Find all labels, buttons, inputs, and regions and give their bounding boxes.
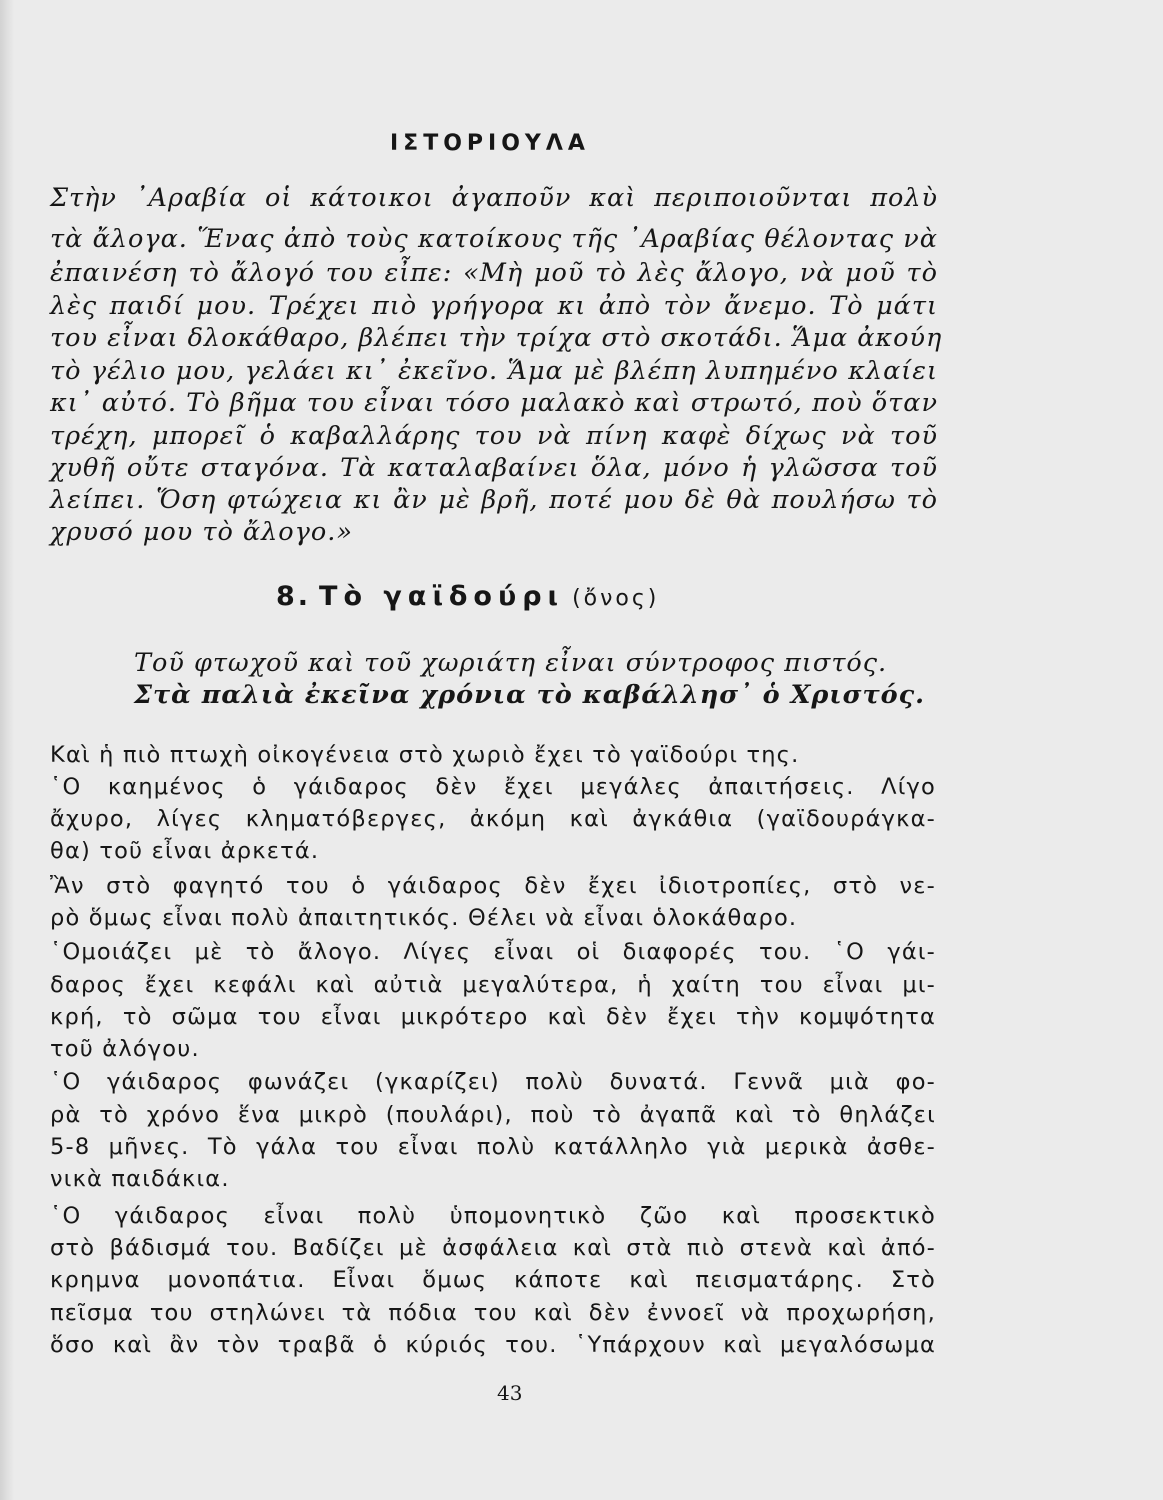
- page-number: 43: [497, 1381, 523, 1405]
- story-line: Στὴν ᾿Αραβία οἱ κάτοικοι ἀγαποῦν καὶ περιποιοῦνται πολὺ: [50, 183, 938, 213]
- chapter-number: 8.: [276, 581, 312, 612]
- body-line: στὸ βάδισμά του. Βαδίζει μὲ ἀσφάλεια καὶ στὰ πιὸ στενὰ καὶ ἀπό-: [50, 1235, 936, 1261]
- verse-line: Στὰ παλιὰ ἐκεῖνα χρόνια τὸ καβάλλησ᾿ ὁ Χριστός.: [134, 680, 926, 710]
- body-line: πεῖσμα του στηλώνει τὰ πόδια του καὶ δὲν ἐννοεῖ νὰ προχωρήση,: [50, 1300, 936, 1326]
- body-line: τοῦ ἀλόγου.: [50, 1036, 200, 1062]
- body-line: ῾Ομοιάζει μὲ τὸ ἄλογο. Λίγες εἶναι οἱ διαφορές του. ῾Ο γάι-: [50, 939, 936, 965]
- body-line: κρή, τὸ σῶμα του εἶναι μικρότερο καὶ δὲν ἔχει τὴν κομψότητα: [50, 1004, 936, 1030]
- body-line: ῾Ο γάιδαρος φωνάζει (γκαρίζει) πολὺ δυνατά. Γεννᾶ μιὰ φο-: [50, 1069, 936, 1095]
- body-line: ὅσο καὶ ἂν τὸν τραβᾶ ὁ κύριός του. ῾Υπάρχουν καὶ μεγαλόσωμα: [50, 1332, 936, 1358]
- verse-line: Τοῦ φτωχοῦ καὶ τοῦ χωριάτη εἶναι σύντροφος πιστός.: [134, 648, 888, 678]
- body-line: ρὰ τὸ χρόνο ἕνα μικρὸ (πουλάρι), ποὺ τὸ ἀγαπᾶ καὶ τὸ θηλάζει: [50, 1102, 936, 1128]
- body-line: Ἂν στὸ φαγητό του ὁ γάιδαρος δὲν ἔχει ἰδιοτροπίες, στὸ νε-: [50, 873, 936, 899]
- chapter-title: Τὸ γαϊδούρι: [319, 581, 565, 612]
- story-line: του εἶναι δλοκάθαρο, βλέπει τὴν τρίχα στὸ σκοτάδι. Ἅμα ἀκούη: [50, 323, 943, 353]
- story-line: ἐπαινέση τὸ ἄλογό του εἶπε: «Μὴ μοῦ τὸ λὲς ἄλογο, νὰ μοῦ τὸ: [50, 258, 938, 288]
- story-line: χυθῆ οὔτε σταγόνα. Τὰ καταλαβαίνει ὅλα, μόνο ἡ γλῶσσα τοῦ: [50, 453, 938, 483]
- story-line: τὰ ἄλογα. Ἕνας ἀπὸ τοὺς κατοίκους τῆς ᾿Αραβίας θέλοντας νὰ: [50, 224, 938, 254]
- book-page: [50, 0, 950, 1500]
- body-line: θα) τοῦ εἶναι ἀρκετά.: [50, 838, 320, 864]
- story-line: τρέχη, μπορεῖ ὁ καβαλλάρης του νὰ πίνη καφὲ δίχως νὰ τοῦ: [50, 421, 938, 451]
- body-line: δαρος ἔχει κεφάλι καὶ αὐτιὰ μεγαλύτερα, ἡ χαίτη του εἶναι μι-: [50, 972, 936, 998]
- story-line: λείπει. Ὅση φτώχεια κι ἂν μὲ βρῆ, ποτέ μου δὲ θὰ πουλήσω τὸ: [50, 485, 938, 515]
- body-line: ῾Ο καημένος ὁ γάιδαρος δὲν ἔχει μεγάλες ἀπαιτήσεις. Λίγο: [50, 774, 936, 800]
- body-line: ἄχυρο, λίγες κληματόβεργες, ἀκόμη καὶ ἀγκάθια (γαϊδουράγκα-: [50, 806, 936, 832]
- body-line: κρημνα μονοπάτια. Εἶναι ὅμως κάποτε καὶ πεισματάρης. Στὸ: [50, 1267, 936, 1293]
- section-title: ΙΣΤΟΡΙΟΥΛΑ: [390, 131, 590, 156]
- story-line: χρυσό μου τὸ ἄλογο.»: [50, 517, 353, 547]
- chapter-subtitle: (ὄνος): [572, 586, 660, 611]
- body-line: ῾Ο γάιδαρος εἶναι πολὺ ὑπομονητικὸ ζῶο καὶ προσεκτικὸ: [50, 1203, 936, 1229]
- body-line: 5-8 μῆνες. Τὸ γάλα του εἶναι πολὺ κατάλληλο γιὰ μερικὰ ἀσθε-: [50, 1134, 936, 1160]
- story-line: κι᾿ αὐτό. Τὸ βῆμα του εἶναι τόσο μαλακὸ καὶ στρωτό, ποὺ ὅταν: [50, 388, 938, 418]
- story-line: λὲς παιδί μου. Τρέχει πιὸ γρήγορα κι ἀπὸ τὸν ἄνεμο. Τὸ μάτι: [50, 291, 938, 321]
- scan-page-edge: [0, 0, 14, 1500]
- chapter-heading: [276, 583, 659, 610]
- body-line: Καὶ ἡ πιὸ πτωχὴ οἰκογένεια στὸ χωριὸ ἔχει τὸ γαϊδούρι της.: [50, 742, 800, 768]
- body-line: ρὸ ὅμως εἶναι πολὺ ἀπαιτητικός. Θέλει νὰ εἶναι ὁλοκάθαρο.: [50, 905, 798, 931]
- body-line: νικὰ παιδάκια.: [50, 1166, 230, 1192]
- story-line: τὸ γέλιο μου, γελάει κι᾿ ἐκεῖνο. Ἅμα μὲ βλέπη λυπημένο κλαίει: [50, 356, 938, 386]
